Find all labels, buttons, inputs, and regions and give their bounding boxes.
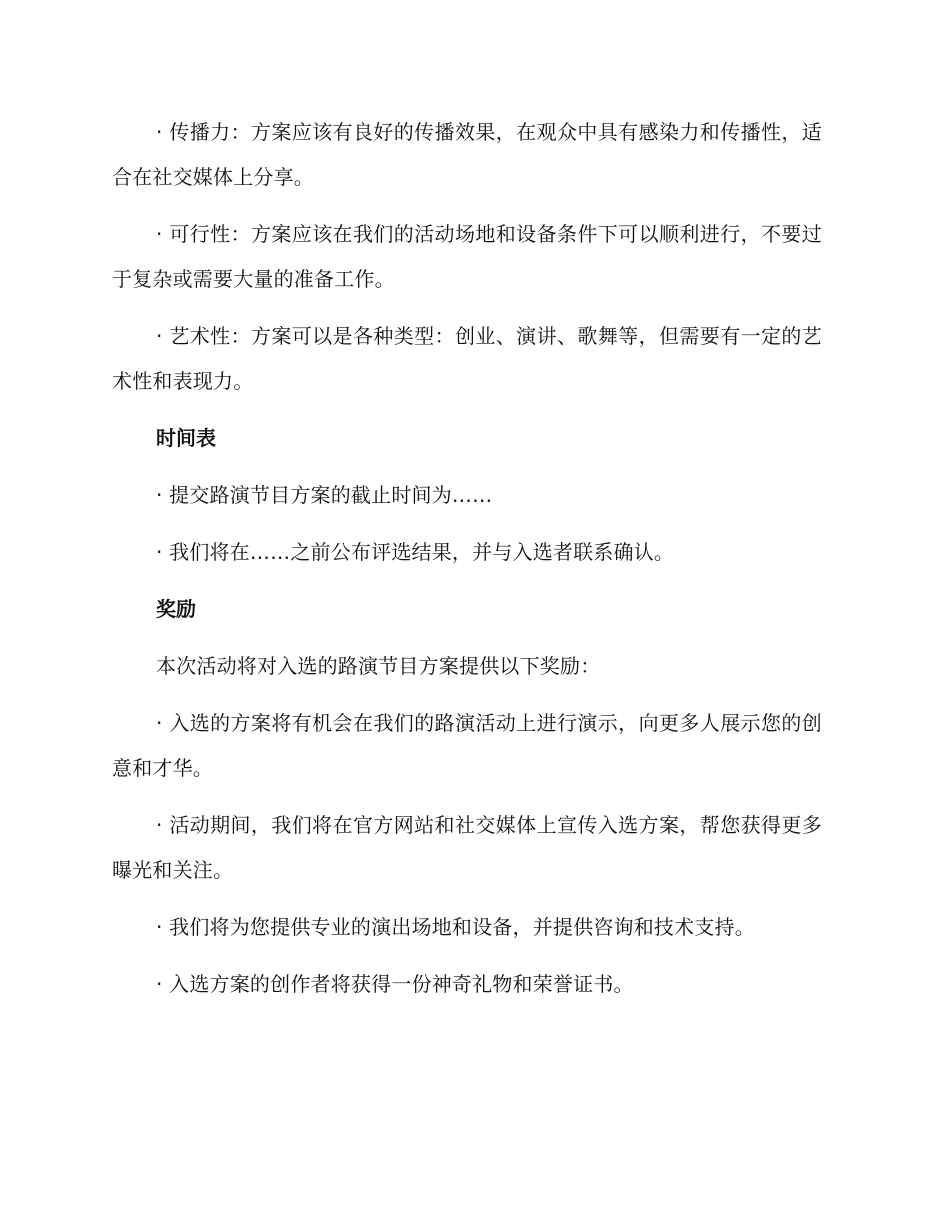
- rewards-item-promotion: · 活动期间，我们将在官方网站和社交媒体上宣传入选方案，帮您获得更多曝光和关注。: [112, 813, 822, 882]
- schedule-item-results: · 我们将在……之前公布评选结果，并与入选者联系确认。: [156, 540, 675, 564]
- criteria-item-feasibility: · 可行性：方案应该在我们的活动场地和设备条件下可以顺利进行，不要过于复杂或需要大量的准备工作。: [112, 222, 822, 291]
- rewards-intro: 本次活动将对入选的路演节目方案提供以下奖励：: [156, 654, 601, 678]
- criteria-item-artistry: · 艺术性：方案可以是各种类型：创业、演讲、歌舞等，但需要有一定的艺术性和表现力。: [112, 324, 822, 393]
- schedule-heading: 时间表: [156, 426, 216, 450]
- rewards-item-demo: · 入选的方案将有机会在我们的路演活动上进行演示，向更多人展示您的创意和才华。: [112, 711, 822, 780]
- rewards-item-gift: · 入选方案的创作者将获得一份神奇礼物和荣誉证书。: [156, 972, 634, 996]
- schedule-item-deadline: · 提交路演节目方案的截止时间为……: [156, 483, 493, 507]
- rewards-heading: 奖励: [156, 597, 196, 621]
- rewards-item-venue: · 我们将为您提供专业的演出场地和设备，并提供咨询和技术支持。: [156, 915, 755, 939]
- criteria-item-spread: · 传播力：方案应该有良好的传播效果，在观众中具有感染力和传播性，适合在社交媒体上分享。: [112, 120, 822, 189]
